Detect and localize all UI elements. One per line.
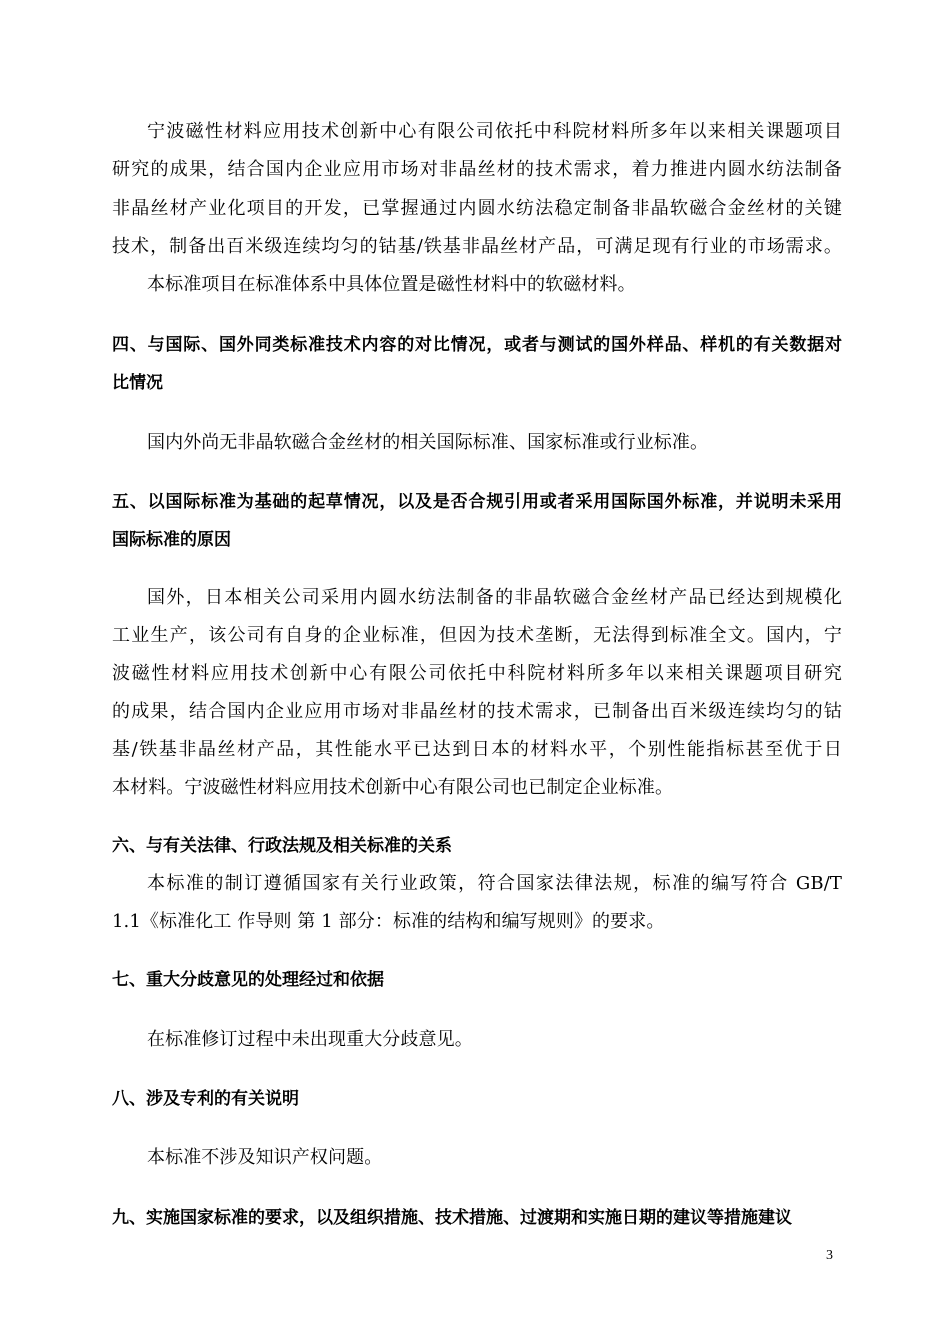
section5-body-line4: 的成果，结合国内企业应用市场对非晶丝材的技术需求，已制备出百米级连续均匀的钴 bbox=[112, 701, 842, 722]
section7-heading: 七、重大分歧意见的处理经过和依据 bbox=[112, 970, 384, 990]
section5-body-line2: 工业生产，该公司有自身的企业标准，但因为技术垄断，无法得到标准全文。国内，宁 bbox=[112, 625, 842, 646]
section7-body: 在标准修订过程中未出现重大分歧意见。 bbox=[147, 1029, 473, 1050]
section5-body-line5: 基/铁基非晶丝材产品，其性能水平已达到日本的材料水平，个别性能指标甚至优于日 bbox=[112, 739, 842, 760]
section3-para1-line1: 宁波磁性材料应用技术创新中心有限公司依托中科院材料所多年以来相关课题项目 bbox=[147, 121, 842, 142]
section5-body-line3: 波磁性材料应用技术创新中心有限公司依托中科院材料所多年以来相关课题项目研究 bbox=[112, 663, 842, 684]
section3-para1-line4: 技术，制备出百米级连续均匀的钴基/铁基非晶丝材产品，可满足现有行业的市场需求。 bbox=[112, 236, 842, 257]
section3-para1-line2: 研究的成果，结合国内企业应用市场对非晶丝材的技术需求，着力推进内圆水纺法制备 bbox=[112, 159, 842, 180]
section5-heading-line2: 国际标准的原因 bbox=[112, 530, 231, 550]
section4-heading-line1: 四、与国际、国外同类标准技术内容的对比情况，或者与测试的国外样品、样机的有关数据对 bbox=[112, 335, 842, 355]
section4-body: 国内外尚无非晶软磁合金丝材的相关国际标准、国家标准或行业标准。 bbox=[147, 432, 709, 453]
section9-heading: 九、实施国家标准的要求，以及组织措施、技术措施、过渡期和实施日期的建议等措施建议 bbox=[112, 1208, 792, 1228]
section4-heading-line2: 比情况 bbox=[112, 373, 163, 393]
section6-body-line1: 本标准的制订遵循国家有关行业政策，符合国家法律法规，标准的编写符合 GB/T bbox=[147, 873, 842, 894]
section6-body-line2: 1.1《标准化工 作导则 第 1 部分：标准的结构和编写规则》的要求。 bbox=[112, 911, 665, 932]
section6-heading: 六、与有关法律、行政法规及相关标准的关系 bbox=[112, 836, 452, 856]
section5-body-line6: 本材料。宁波磁性材料应用技术创新中心有限公司也已制定企业标准。 bbox=[112, 777, 674, 798]
page-number: 3 bbox=[826, 1248, 833, 1263]
section3-para2: 本标准项目在标准体系中具体位置是磁性材料中的软磁材料。 bbox=[147, 274, 636, 295]
section3-para1-line3: 非晶丝材产业化项目的开发，已掌握通过内圆水纺法稳定制备非晶软磁合金丝材的关键 bbox=[112, 198, 842, 219]
section8-body: 本标准不涉及知识产权问题。 bbox=[147, 1147, 383, 1168]
section8-heading: 八、涉及专利的有关说明 bbox=[112, 1089, 299, 1109]
section5-heading-line1: 五、以国际标准为基础的起草情况，以及是否合规引用或者采用国际国外标准，并说明未采用 bbox=[112, 492, 842, 512]
section5-body-line1: 国外，日本相关公司采用内圆水纺法制备的非晶软磁合金丝材产品已经达到规模化 bbox=[147, 587, 842, 608]
